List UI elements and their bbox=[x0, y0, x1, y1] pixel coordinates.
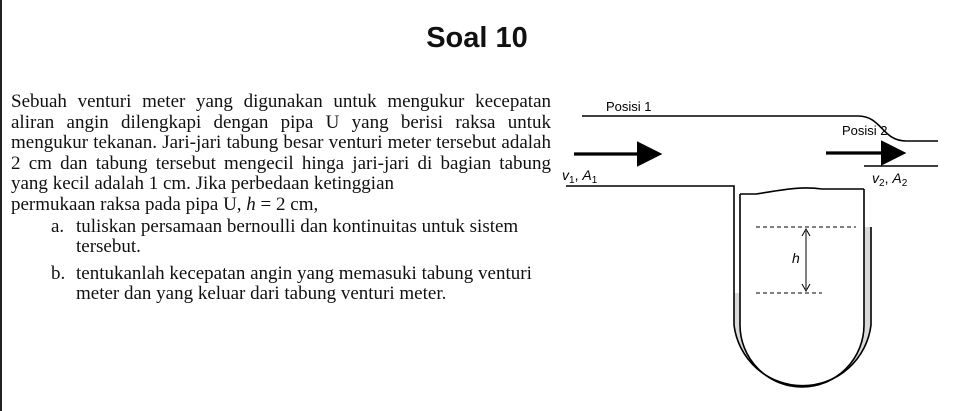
paragraph-line: tersebut mengecil hinga jari-jari di bagian tabung yang bbox=[11, 152, 552, 195]
paragraph-line: Sebuah venturi meter yang digunakan untuk mengukur bbox=[11, 91, 465, 112]
h-label: h bbox=[792, 250, 800, 266]
h-symbol: h bbox=[246, 193, 256, 215]
venturi-meter-diagram bbox=[560, 90, 954, 411]
problem-paragraph bbox=[11, 92, 551, 216]
paragraph-line: berisi raksa untuk mengukur tekanan. Jari-jari tabung bbox=[11, 111, 551, 154]
question-item-a bbox=[11, 217, 546, 258]
label-v1-a1: $v_1$, $A_1$ bbox=[562, 167, 598, 186]
item-text: tentukanlah kecepatan angin yang memasuki tabung venturi meter dan yang keluar dari tabung venturi meter. bbox=[76, 262, 532, 305]
paragraph-line: kecil adalah 1 cm. Jika perbedaan ketinggian bbox=[52, 173, 395, 195]
venturi-constriction-bottom bbox=[740, 188, 864, 194]
item-marker: b. bbox=[51, 262, 66, 284]
label-v2-a2: $v_2$, $A_2$ bbox=[872, 170, 908, 189]
question-list bbox=[11, 217, 551, 305]
item-marker: a. bbox=[51, 215, 65, 237]
u-tube-inner-wall bbox=[740, 189, 864, 387]
paragraph-line: kecepatan aliran angin dilengkapi dengan pipa U yang bbox=[11, 91, 552, 133]
venturi-bottom-left-wall bbox=[566, 186, 871, 386]
slide-title: Soal 10 bbox=[426, 22, 528, 54]
item-text: tuliskan persamaan bernoulli dan kontinuitas untuk sistem tersebut. bbox=[76, 215, 519, 258]
question-item-b bbox=[11, 264, 546, 305]
paragraph-line: besar venturi meter tersebut adalah 2 cm dan tabung bbox=[11, 132, 551, 174]
problem-text bbox=[11, 92, 551, 305]
paragraph-last-line: permukaan raksa pada pipa U, h = 2 cm, bbox=[11, 193, 319, 215]
label-posisi-1: Posisi 1 bbox=[606, 99, 652, 114]
left-border bbox=[0, 0, 2, 411]
label-posisi-2: Posisi 2 bbox=[842, 123, 888, 138]
